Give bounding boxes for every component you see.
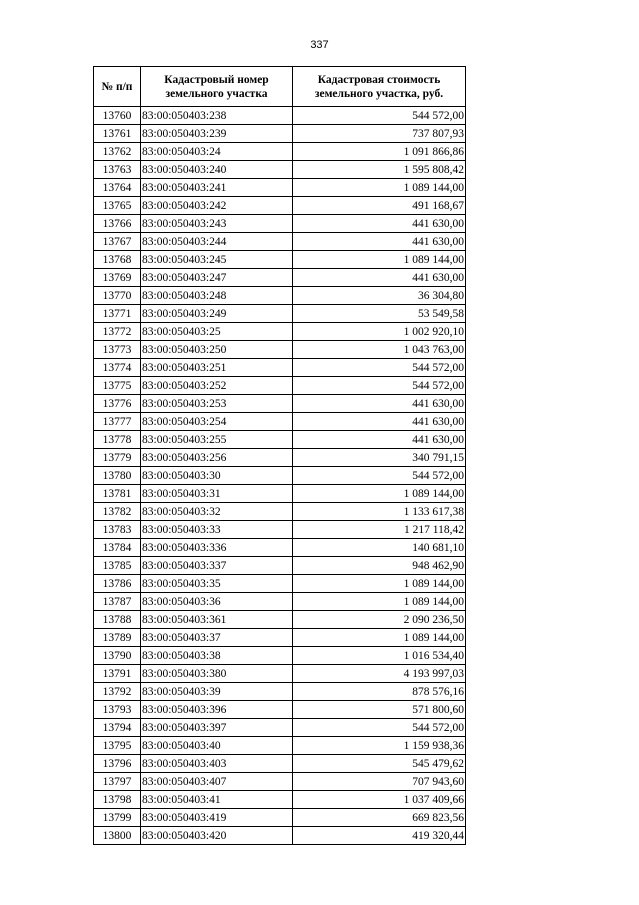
- row-number-cell: 13760: [94, 107, 141, 125]
- cadastral-value-cell: 571 800,60: [293, 701, 466, 719]
- cadastral-number-cell: 83:00:050403:32: [141, 503, 293, 521]
- cadastral-value-cell: 878 576,16: [293, 683, 466, 701]
- cadastral-value-cell: 1 089 144,00: [293, 485, 466, 503]
- table-row: [94, 701, 466, 719]
- cadastral-number-cell: 83:00:050403:337: [141, 557, 293, 575]
- cadastral-number-cell: 83:00:050403:248: [141, 287, 293, 305]
- row-number-cell: 13773: [94, 341, 141, 359]
- cadastral-value-cell: 544 572,00: [293, 107, 466, 125]
- cadastral-number-cell: 83:00:050403:396: [141, 701, 293, 719]
- table-row: [94, 395, 466, 413]
- table-row: [94, 665, 466, 683]
- cadastral-value-cell: 441 630,00: [293, 431, 466, 449]
- table-row: [94, 269, 466, 287]
- cadastral-value-cell: 544 572,00: [293, 377, 466, 395]
- table-row: [94, 305, 466, 323]
- table-row: [94, 773, 466, 791]
- cadastral-number-cell: 83:00:050403:254: [141, 413, 293, 431]
- cadastral-number-cell: 83:00:050403:40: [141, 737, 293, 755]
- cadastral-value-cell: 737 807,93: [293, 125, 466, 143]
- cadastral-number-cell: 83:00:050403:403: [141, 755, 293, 773]
- row-number-cell: 13793: [94, 701, 141, 719]
- cadastral-value-cell: 1 595 808,42: [293, 161, 466, 179]
- table-row: [94, 719, 466, 737]
- cadastral-number-cell: 83:00:050403:30: [141, 467, 293, 485]
- row-number-cell: 13795: [94, 737, 141, 755]
- cadastral-number-cell: 83:00:050403:39: [141, 683, 293, 701]
- row-number-cell: 13767: [94, 233, 141, 251]
- cadastral-value-cell: 419 320,44: [293, 827, 466, 845]
- header-num: № п/п: [94, 67, 141, 107]
- row-number-cell: 13799: [94, 809, 141, 827]
- cadastral-value-cell: 2 090 236,50: [293, 611, 466, 629]
- cadastral-number-cell: 83:00:050403:407: [141, 773, 293, 791]
- row-number-cell: 13786: [94, 575, 141, 593]
- row-number-cell: 13772: [94, 323, 141, 341]
- cadastral-value-cell: 544 572,00: [293, 719, 466, 737]
- row-number-cell: 13771: [94, 305, 141, 323]
- cadastral-value-cell: 1 217 118,42: [293, 521, 466, 539]
- cadastral-number-cell: 83:00:050403:35: [141, 575, 293, 593]
- cadastral-number-cell: 83:00:050403:249: [141, 305, 293, 323]
- cadastral-value-cell: 1 089 144,00: [293, 629, 466, 647]
- table-row: [94, 683, 466, 701]
- cadastral-number-cell: 83:00:050403:41: [141, 791, 293, 809]
- row-number-cell: 13770: [94, 287, 141, 305]
- cadastral-value-cell: 1 043 763,00: [293, 341, 466, 359]
- row-number-cell: 13794: [94, 719, 141, 737]
- cadastral-value-cell: 340 791,15: [293, 449, 466, 467]
- table-row: [94, 233, 466, 251]
- row-number-cell: 13776: [94, 395, 141, 413]
- cadastral-value-cell: 1 159 938,36: [293, 737, 466, 755]
- header-cadastral-number: Кадастровый номер земельного участка: [141, 67, 293, 107]
- row-number-cell: 13784: [94, 539, 141, 557]
- cadastral-value-cell: 140 681,10: [293, 539, 466, 557]
- row-number-cell: 13765: [94, 197, 141, 215]
- cadastral-value-cell: 1 089 144,00: [293, 575, 466, 593]
- row-number-cell: 13790: [94, 647, 141, 665]
- row-number-cell: 13768: [94, 251, 141, 269]
- table-row: [94, 755, 466, 773]
- table-row: [94, 323, 466, 341]
- cadastral-number-cell: 83:00:050403:36: [141, 593, 293, 611]
- row-number-cell: 13780: [94, 467, 141, 485]
- cadastral-number-cell: 83:00:050403:252: [141, 377, 293, 395]
- table-row: [94, 467, 466, 485]
- cadastral-number-cell: 83:00:050403:243: [141, 215, 293, 233]
- row-number-cell: 13777: [94, 413, 141, 431]
- cadastral-value-cell: 441 630,00: [293, 413, 466, 431]
- cadastral-number-cell: 83:00:050403:38: [141, 647, 293, 665]
- row-number-cell: 13778: [94, 431, 141, 449]
- cadastral-value-cell: 441 630,00: [293, 233, 466, 251]
- cadastral-value-cell: 491 168,67: [293, 197, 466, 215]
- cadastral-value-cell: 544 572,00: [293, 359, 466, 377]
- table-row: [94, 539, 466, 557]
- cadastral-value-cell: 36 304,80: [293, 287, 466, 305]
- row-number-cell: 13766: [94, 215, 141, 233]
- cadastral-value-cell: 545 479,62: [293, 755, 466, 773]
- row-number-cell: 13761: [94, 125, 141, 143]
- cadastral-number-cell: 83:00:050403:250: [141, 341, 293, 359]
- cadastral-value-cell: 441 630,00: [293, 215, 466, 233]
- cadastral-number-cell: 83:00:050403:37: [141, 629, 293, 647]
- cadastral-number-cell: 83:00:050403:253: [141, 395, 293, 413]
- table-row: [94, 341, 466, 359]
- row-number-cell: 13779: [94, 449, 141, 467]
- row-number-cell: 13798: [94, 791, 141, 809]
- row-number-cell: 13789: [94, 629, 141, 647]
- table-row: [94, 359, 466, 377]
- table-row: [94, 215, 466, 233]
- row-number-cell: 13782: [94, 503, 141, 521]
- cadastral-number-cell: 83:00:050403:242: [141, 197, 293, 215]
- table-row: [94, 431, 466, 449]
- cadastral-number-cell: 83:00:050403:397: [141, 719, 293, 737]
- cadastral-number-cell: 83:00:050403:244: [141, 233, 293, 251]
- table-row: [94, 125, 466, 143]
- cadastral-number-cell: 83:00:050403:336: [141, 539, 293, 557]
- table-body: [94, 107, 466, 845]
- table-row: [94, 287, 466, 305]
- table-row: [94, 161, 466, 179]
- table-row: [94, 251, 466, 269]
- cadastral-value-cell: 544 572,00: [293, 467, 466, 485]
- cadastral-value-cell: 441 630,00: [293, 395, 466, 413]
- row-number-cell: 13763: [94, 161, 141, 179]
- cadastral-number-cell: 83:00:050403:247: [141, 269, 293, 287]
- table-row: [94, 485, 466, 503]
- cadastral-number-cell: 83:00:050403:238: [141, 107, 293, 125]
- cadastral-value-cell: 1 037 409,66: [293, 791, 466, 809]
- row-number-cell: 13764: [94, 179, 141, 197]
- row-number-cell: 13769: [94, 269, 141, 287]
- cadastral-number-cell: 83:00:050403:239: [141, 125, 293, 143]
- table-row: [94, 791, 466, 809]
- row-number-cell: 13775: [94, 377, 141, 395]
- cadastral-number-cell: 83:00:050403:245: [141, 251, 293, 269]
- row-number-cell: 13792: [94, 683, 141, 701]
- cadastral-value-cell: 1 089 144,00: [293, 179, 466, 197]
- header-cadastral-value: Кадастровая стоимость земельного участка, руб.: [293, 67, 466, 107]
- row-number-cell: 13781: [94, 485, 141, 503]
- table-header: [94, 67, 466, 107]
- cadastral-value-table: [93, 66, 466, 845]
- cadastral-number-cell: 83:00:050403:380: [141, 665, 293, 683]
- table-row: [94, 197, 466, 215]
- cadastral-value-cell: 1 091 866,86: [293, 143, 466, 161]
- row-number-cell: 13797: [94, 773, 141, 791]
- cadastral-number-cell: 83:00:050403:361: [141, 611, 293, 629]
- table-row: [94, 413, 466, 431]
- row-number-cell: 13788: [94, 611, 141, 629]
- row-number-cell: 13796: [94, 755, 141, 773]
- table-row: [94, 647, 466, 665]
- cadastral-value-cell: 1 002 920,10: [293, 323, 466, 341]
- table-row: [94, 179, 466, 197]
- cadastral-value-cell: 53 549,58: [293, 305, 466, 323]
- row-number-cell: 13785: [94, 557, 141, 575]
- row-number-cell: 13791: [94, 665, 141, 683]
- table-row: [94, 827, 466, 845]
- table-row: [94, 143, 466, 161]
- cadastral-value-cell: 1 089 144,00: [293, 593, 466, 611]
- table-row: [94, 521, 466, 539]
- page-number: 337: [310, 39, 329, 51]
- table-row: [94, 107, 466, 125]
- cadastral-number-cell: 83:00:050403:256: [141, 449, 293, 467]
- cadastral-number-cell: 83:00:050403:251: [141, 359, 293, 377]
- table-row: [94, 557, 466, 575]
- table-row: [94, 809, 466, 827]
- cadastral-value-cell: 441 630,00: [293, 269, 466, 287]
- row-number-cell: 13762: [94, 143, 141, 161]
- cadastral-number-cell: 83:00:050403:419: [141, 809, 293, 827]
- header-row: [94, 67, 466, 107]
- cadastral-value-cell: 4 193 997,03: [293, 665, 466, 683]
- cadastral-value-cell: 1 016 534,40: [293, 647, 466, 665]
- cadastral-number-cell: 83:00:050403:240: [141, 161, 293, 179]
- row-number-cell: 13774: [94, 359, 141, 377]
- cadastral-number-cell: 83:00:050403:241: [141, 179, 293, 197]
- table-row: [94, 629, 466, 647]
- cadastral-value-cell: 707 943,60: [293, 773, 466, 791]
- table-row: [94, 503, 466, 521]
- table-row: [94, 593, 466, 611]
- cadastral-value-cell: 1 133 617,38: [293, 503, 466, 521]
- row-number-cell: 13800: [94, 827, 141, 845]
- cadastral-number-cell: 83:00:050403:24: [141, 143, 293, 161]
- table-row: [94, 611, 466, 629]
- row-number-cell: 13787: [94, 593, 141, 611]
- row-number-cell: 13783: [94, 521, 141, 539]
- cadastral-value-cell: 669 823,56: [293, 809, 466, 827]
- table-row: [94, 737, 466, 755]
- table-row: [94, 377, 466, 395]
- cadastral-number-cell: 83:00:050403:31: [141, 485, 293, 503]
- cadastral-number-cell: 83:00:050403:255: [141, 431, 293, 449]
- cadastral-number-cell: 83:00:050403:33: [141, 521, 293, 539]
- cadastral-value-cell: 1 089 144,00: [293, 251, 466, 269]
- table-row: [94, 449, 466, 467]
- cadastral-value-cell: 948 462,90: [293, 557, 466, 575]
- cadastral-number-cell: 83:00:050403:420: [141, 827, 293, 845]
- table-row: [94, 575, 466, 593]
- cadastral-number-cell: 83:00:050403:25: [141, 323, 293, 341]
